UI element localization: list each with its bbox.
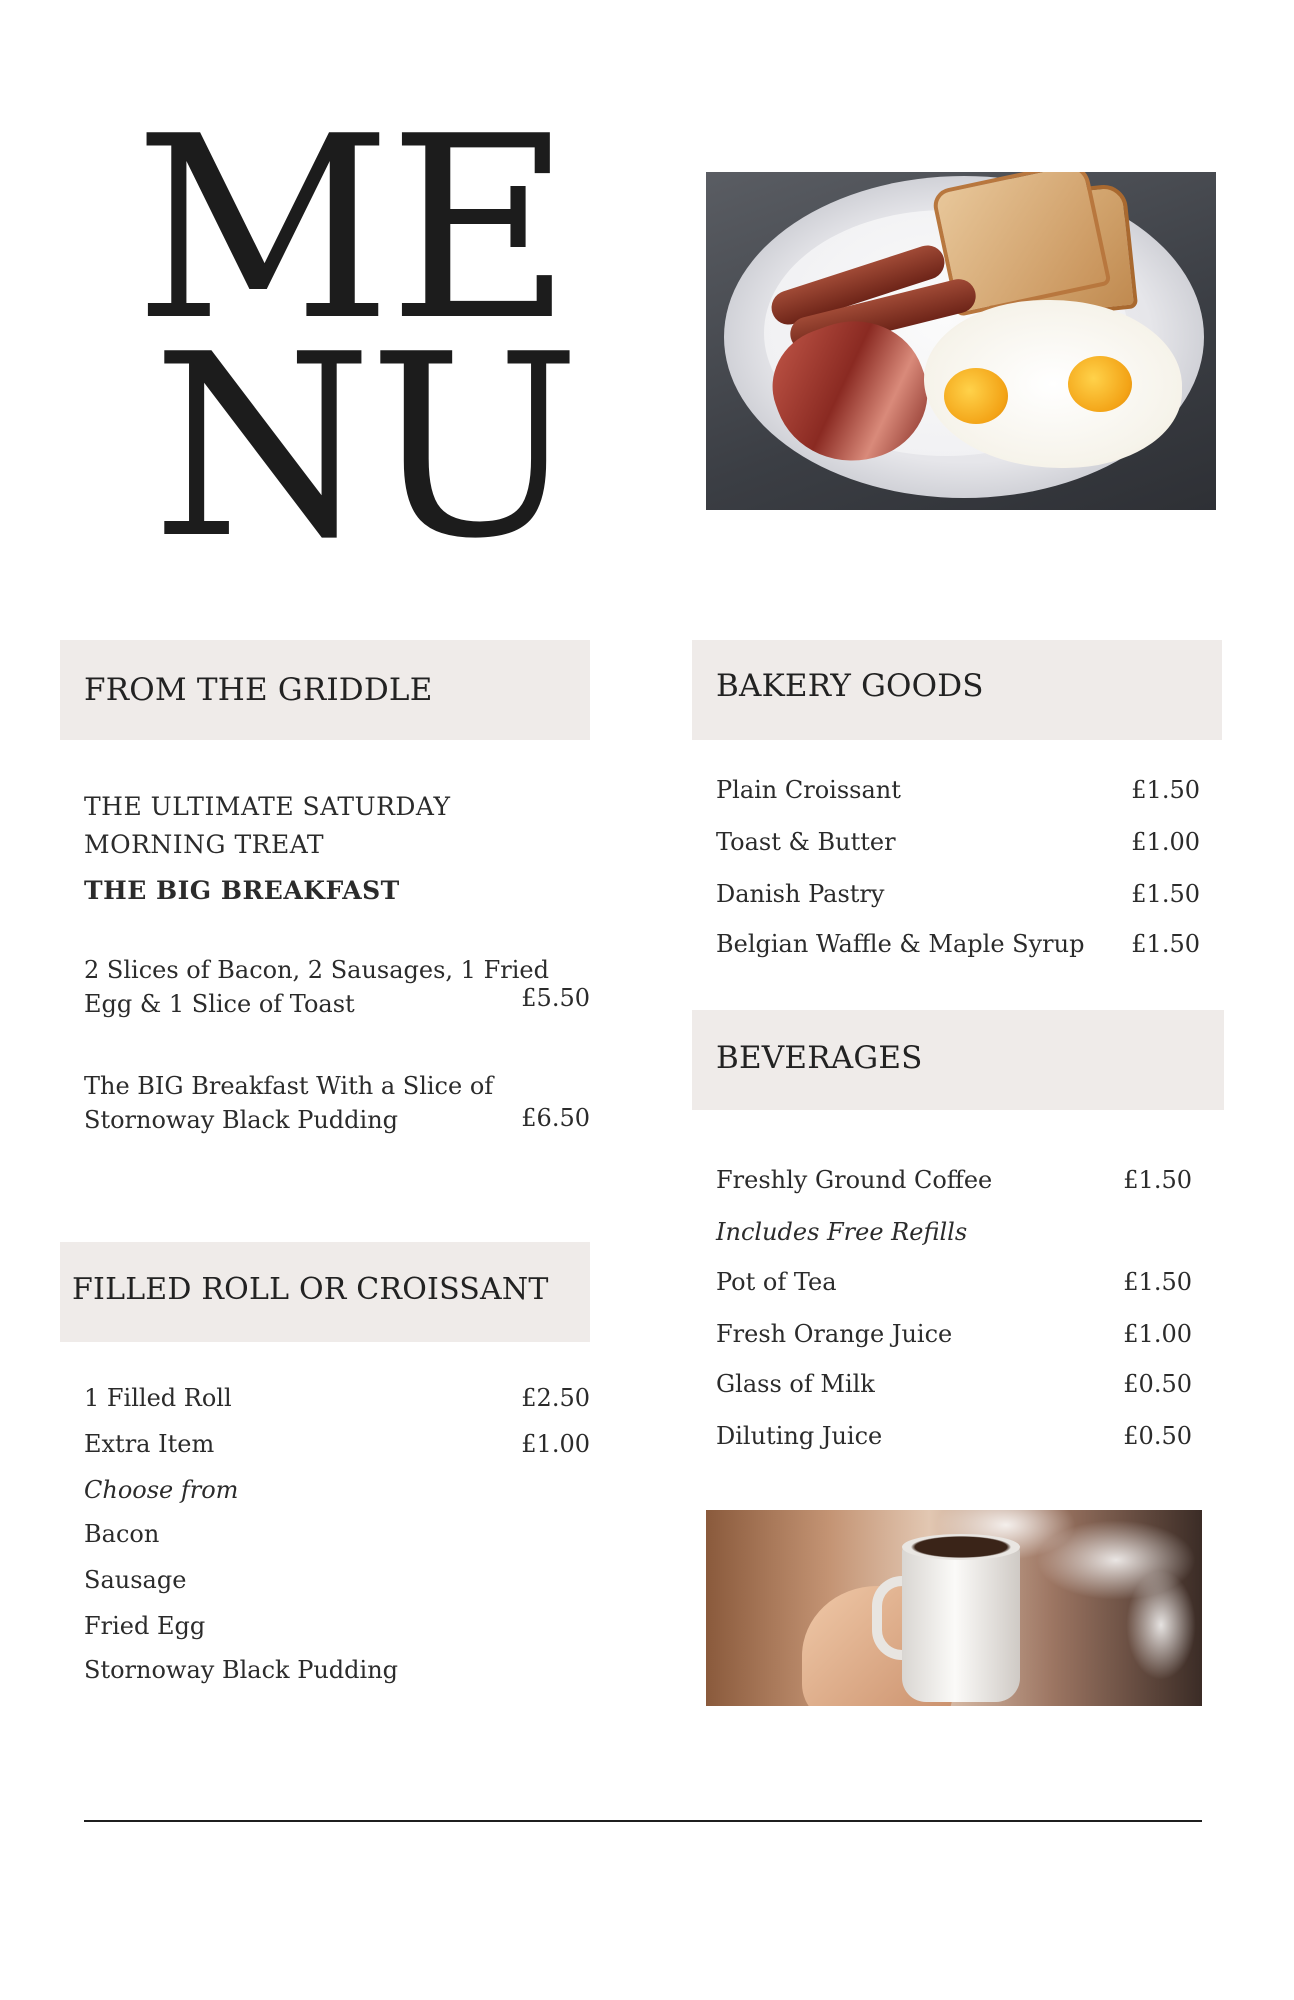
bakery-heading: BAKERY GOODS bbox=[716, 668, 984, 704]
bakery-item-1-price: £1.50 bbox=[1131, 776, 1200, 804]
griddle-item-2-line-1: The BIG Breakfast With a Slice of bbox=[84, 1072, 494, 1100]
griddle-item-2-line-2: Stornoway Black Pudding bbox=[84, 1106, 399, 1134]
bakery-item-2-price: £1.00 bbox=[1131, 828, 1200, 856]
beverage-item-4-name: Glass of Milk bbox=[716, 1370, 875, 1398]
griddle-tagline-1: THE ULTIMATE SATURDAY bbox=[84, 792, 451, 821]
filled-option: Bacon bbox=[84, 1520, 160, 1548]
egg-yolk bbox=[944, 368, 1008, 424]
beverage-item-4-price: £0.50 bbox=[1123, 1370, 1192, 1398]
griddle-item-1-price: £5.50 bbox=[521, 984, 590, 1012]
filled-item-1-price: £2.50 bbox=[521, 1384, 590, 1412]
beverage-item-3-name: Fresh Orange Juice bbox=[716, 1320, 953, 1348]
griddle-heading: FROM THE GRIDDLE bbox=[84, 672, 433, 708]
egg-yolk bbox=[1068, 356, 1132, 412]
beverage-item-5-price: £0.50 bbox=[1123, 1422, 1192, 1450]
steam bbox=[1126, 1570, 1196, 1680]
coffee-mug bbox=[902, 1542, 1020, 1702]
filled-item-1-name: 1 Filled Roll bbox=[84, 1384, 232, 1412]
bakery-item-4-name: Belgian Waffle & Maple Syrup bbox=[716, 930, 1085, 958]
beverage-item-1-name: Freshly Ground Coffee bbox=[716, 1166, 993, 1194]
beverage-item-5-name: Diluting Juice bbox=[716, 1422, 883, 1450]
bakery-item-4-price: £1.50 bbox=[1131, 930, 1200, 958]
bakery-item-3-price: £1.50 bbox=[1131, 880, 1200, 908]
filled-choose-label: Choose from bbox=[84, 1476, 239, 1504]
griddle-item-1-line-1: 2 Slices of Bacon, 2 Sausages, 1 Fried bbox=[84, 956, 549, 984]
beverage-item-2-price: £1.50 bbox=[1123, 1268, 1192, 1296]
filled-heading: FILLED ROLL OR CROISSANT bbox=[72, 1272, 549, 1307]
menu-title-line-1: ME bbox=[134, 83, 568, 376]
breakfast-photo bbox=[706, 172, 1216, 510]
beverage-item-1-price: £1.50 bbox=[1123, 1166, 1192, 1194]
beverage-coffee-note: Includes Free Refills bbox=[716, 1218, 968, 1246]
griddle-item-2-price: £6.50 bbox=[521, 1104, 590, 1132]
bakery-item-2-name: Toast & Butter bbox=[716, 828, 896, 856]
griddle-tagline-2: MORNING TREAT bbox=[84, 830, 325, 859]
coffee-surface bbox=[902, 1534, 1020, 1560]
filled-option: Sausage bbox=[84, 1566, 187, 1594]
filled-item-2-price: £1.00 bbox=[521, 1430, 590, 1458]
filled-option: Fried Egg bbox=[84, 1612, 206, 1640]
coffee-photo bbox=[706, 1510, 1202, 1706]
beverages-heading: BEVERAGES bbox=[716, 1040, 923, 1076]
beverage-item-3-price: £1.00 bbox=[1123, 1320, 1192, 1348]
footer-divider bbox=[84, 1820, 1202, 1822]
bakery-item-1-name: Plain Croissant bbox=[716, 776, 901, 804]
menu-title-line-2: NU bbox=[152, 301, 577, 594]
griddle-item-1-line-2: Egg & 1 Slice of Toast bbox=[84, 990, 355, 1018]
beverage-item-2-name: Pot of Tea bbox=[716, 1268, 837, 1296]
griddle-feature: THE BIG BREAKFAST bbox=[84, 876, 400, 905]
filled-option: Stornoway Black Pudding bbox=[84, 1656, 399, 1684]
filled-item-2-name: Extra Item bbox=[84, 1430, 215, 1458]
bakery-item-3-name: Danish Pastry bbox=[716, 880, 885, 908]
